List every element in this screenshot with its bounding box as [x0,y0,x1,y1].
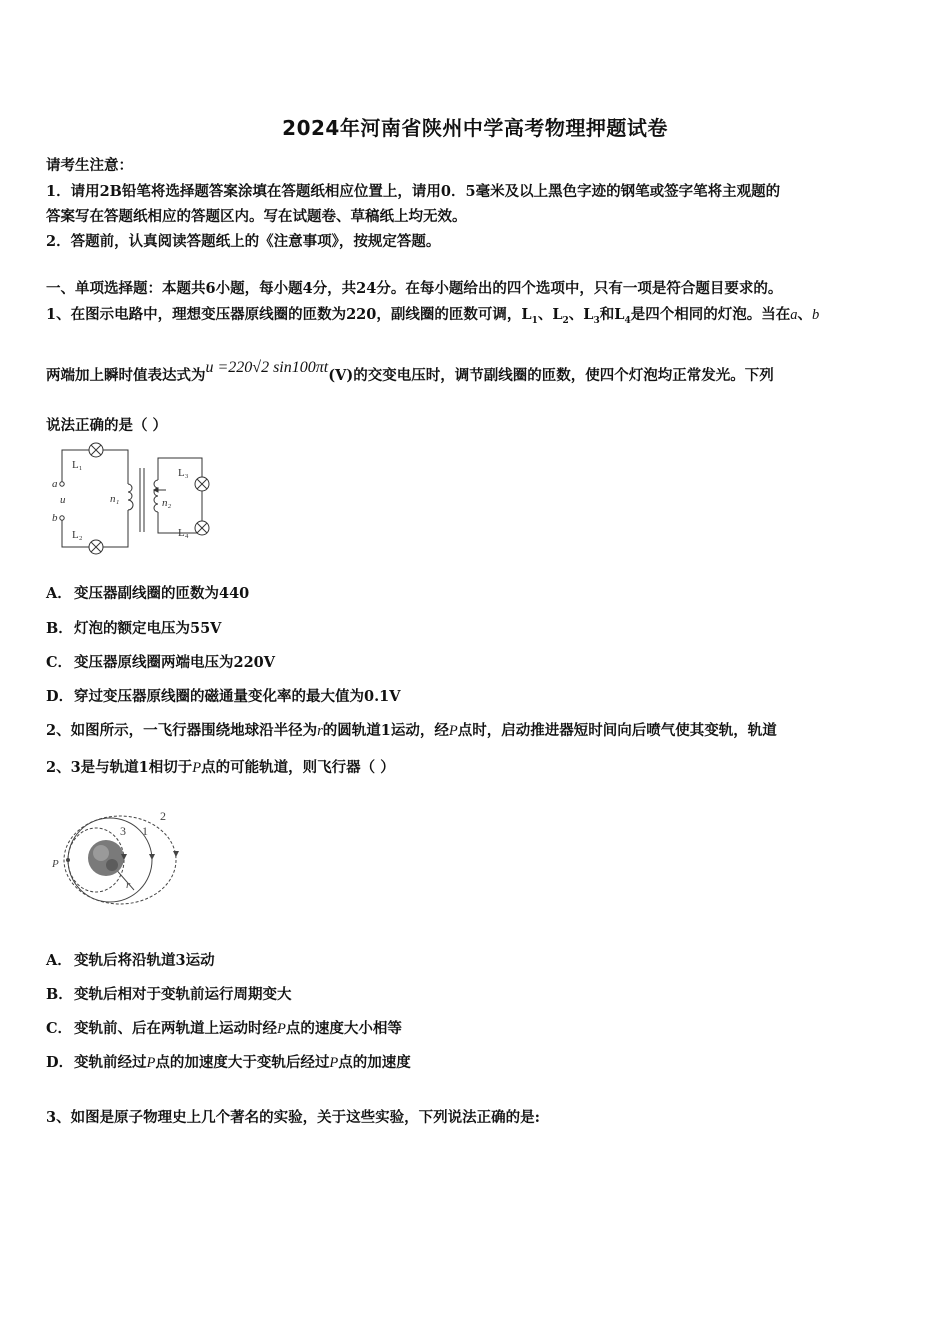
q2-option-c [46,1017,402,1038]
sub: 1 [531,315,538,326]
var-p: P [448,723,458,739]
lamp-l4 [195,521,209,535]
var-a: a [790,307,798,323]
option-text: 穿过变压器原线圈的磁通量变化率的最大值为0.1V [74,688,401,705]
option-text: 点的速度大小相等 [285,1020,402,1037]
option-text: 变轨后将沿轨道3运动 [74,952,215,969]
q2-text: 点时，启动推进器短时间向后喷气使其变轨，轨道 [457,722,777,739]
lamp-l2 [89,540,103,554]
q1-line-2 [46,359,774,385]
q1-text: 和L [599,306,625,323]
page-title: 2024年河南省陕州中学高考物理押题试卷 [282,116,668,140]
transformer-circuit-figure [50,440,225,560]
option-label: B． [46,986,73,1003]
label-l1: L₁ [72,459,83,471]
option-text: 点的加速度大于变轨后经过 [155,1054,330,1071]
label-b: b [52,512,58,524]
label-n2: n₂ [162,497,172,509]
notice-line-1b: 答案写在答题纸相应的答题区内。写在试题卷、草稿纸上均无效。 [46,208,467,225]
label-l2: L₂ [72,529,83,541]
option-label: D． [46,1054,74,1071]
var-p: P [277,1021,286,1037]
q1-text: 、 [797,306,812,323]
q1-text: 、L [568,306,594,323]
option-text: 点的加速度 [338,1054,411,1071]
q2-option-a [46,949,215,970]
option-text: 变轨前经过 [74,1054,147,1071]
option-text: 变轨后相对于变轨前运行周期变大 [74,986,292,1003]
option-text: 灯泡的额定电压为55V [74,620,222,637]
label-u: u [60,494,66,506]
option-label: C． [46,654,73,671]
lamp-l1 [89,443,103,457]
q1-option-b [46,617,221,638]
label-orbit-1: 1 [142,824,148,838]
var-p: P [192,760,202,776]
section-heading: 一、单项选择题：本题共6小题，每小题4分，共24分。在每小题给出的四个选项中，只有一项是符合题目要求的。 [46,280,783,297]
q2-text: 点的可能轨道，则飞行器（ ） [201,759,395,776]
sub: 3 [593,315,600,326]
var-p: P [329,1055,339,1071]
option-text: 变轨前、后在两轨道上运动时经 [74,1020,277,1037]
sub: 4 [624,315,631,326]
label-l4: L₄ [178,527,189,539]
var-r: r [317,723,323,739]
option-text: 变压器原线圈两端电压为220V [74,654,276,671]
var-b: b [811,307,820,323]
option-label: D． [46,688,74,705]
q3-line-1: 3、如图是原子物理史上几个著名的实验，关于这些实验，下列说法正确的是: [46,1109,540,1126]
option-label: B． [46,620,73,637]
orbit-figure [48,805,188,910]
label-l3: L₃ [178,467,189,479]
option-label: C． [46,1020,73,1037]
voltage-formula: u =220√2 sin100πt [205,359,329,376]
notice-line-1a: 1．请用2B铅笔将选择题答案涂填在答题纸相应位置上，请用0．5毫米及以上黑色字迹的钢笔或签字笔将主观题的 [46,183,781,200]
q1-option-d [46,685,400,706]
sub: 2 [562,315,569,326]
q2-text: 的圆轨道1运动，经 [322,722,449,739]
q1-line-1 [46,303,819,326]
q2-option-d [46,1051,411,1072]
notice-heading: 请考生注意： [46,157,133,174]
notice-line-2: 2．答题前，认真阅读答题纸上的《注意事项》，按规定答题。 [46,233,441,250]
option-label: A． [46,952,72,969]
label-p: P [52,858,59,870]
label-n1: n₁ [110,493,120,505]
q1-text: 是四个相同的灯泡。当在 [630,306,791,323]
q1-line-3: 说法正确的是（ ） [46,417,168,434]
label-orbit-2: 2 [160,809,166,823]
q2-text: 2、3是与轨道1相切于 [46,759,193,776]
lamp-l3 [195,477,209,491]
q2-line-1 [46,719,777,740]
q1-text: (V)的交变电压时，调节副线圈的匝数，使四个灯泡均正常发光。下列 [328,367,774,384]
label-orbit-3: 3 [120,824,126,838]
var-p: P [146,1055,156,1071]
option-text: 变压器副线圈的匝数为440 [74,585,250,602]
q2-option-b [46,983,292,1004]
q1-text: 两端加上瞬时值表达式为 [46,367,206,384]
q1-text: 、L [537,306,563,323]
option-label: A． [46,585,72,602]
q1-option-a [46,582,249,603]
q2-text: 2、如图所示，一飞行器围绕地球沿半径为 [46,722,318,739]
label-r: r [126,879,131,891]
q1-text: 1、在图示电路中，理想变压器原线圈的匝数为220，副线圈的匝数可调，L [46,306,532,323]
label-a: a [52,478,58,490]
q1-option-c [46,651,275,672]
q2-line-2 [46,756,395,777]
